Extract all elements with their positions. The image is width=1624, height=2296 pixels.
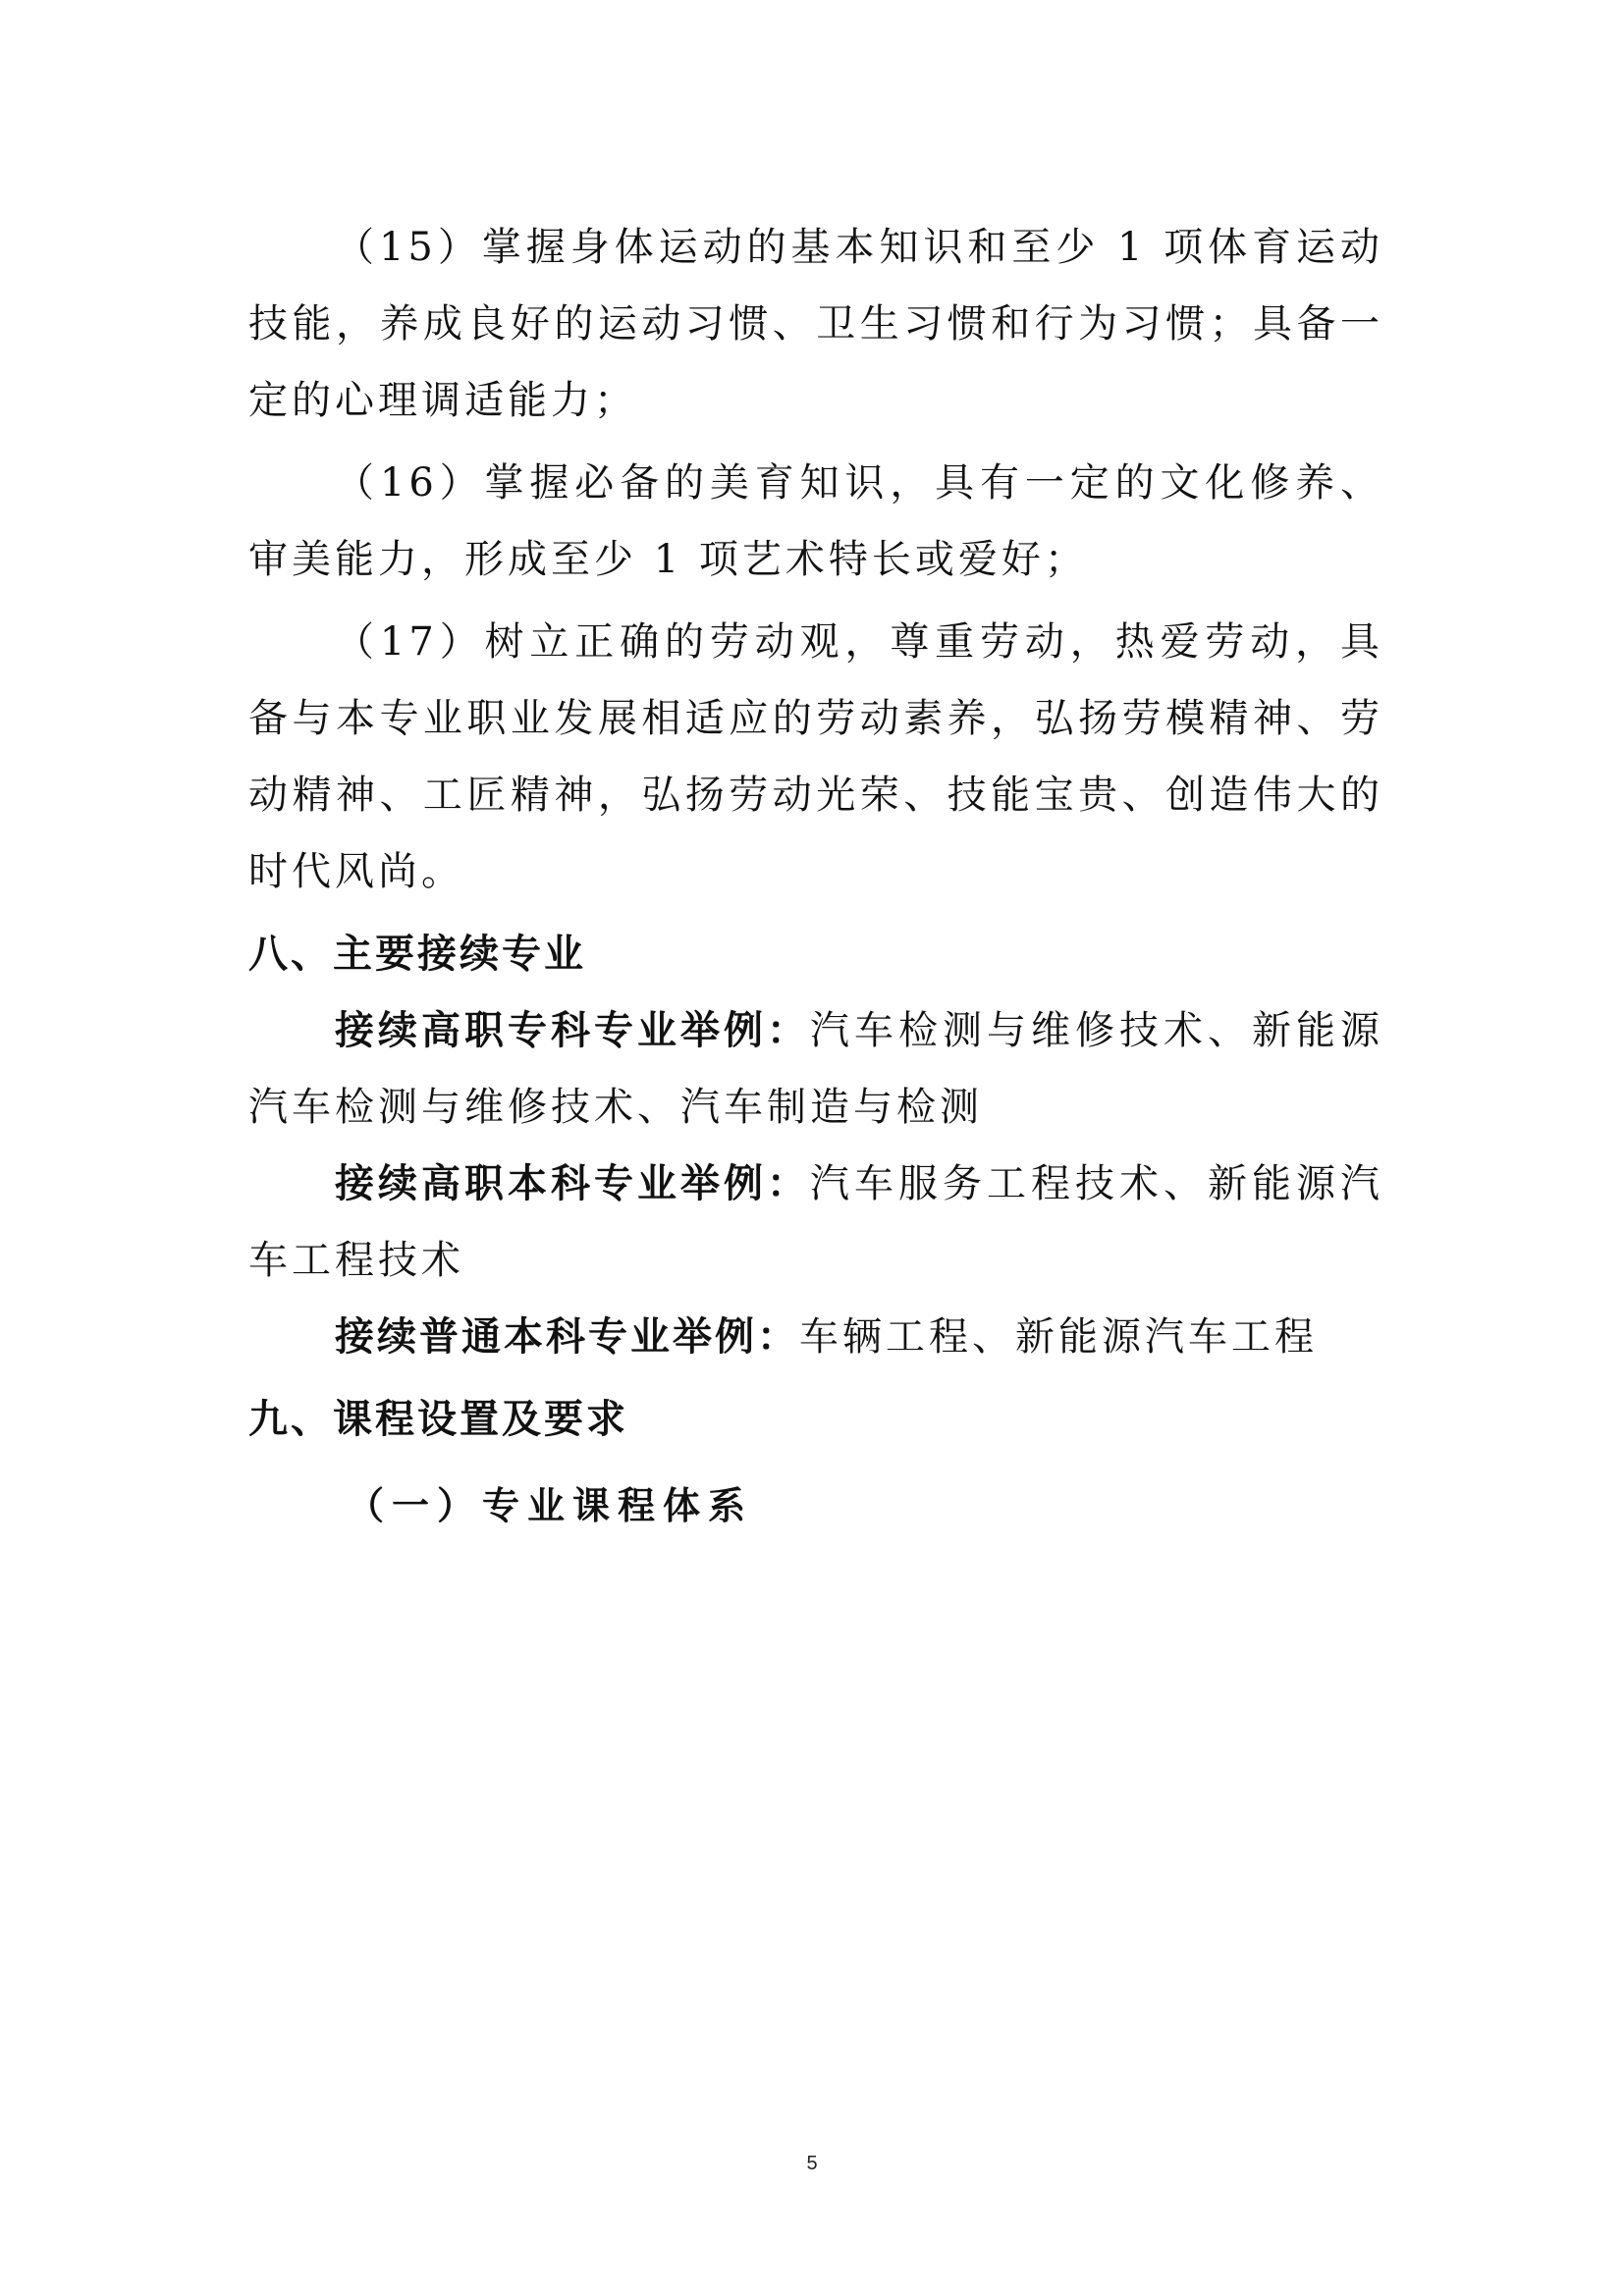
- paragraph-17: （17）树立正确的劳动观，尊重劳动，热爱劳动，具备与本专业职业发展相适应的劳动素养，弘扬劳模精神、劳动精神、工匠精神，弘扬劳动光荣、技能宝贵、创造伟大的时代风尚。: [248, 619, 1383, 894]
- continuation-item-label: 接续普通本科专业举例：: [335, 1314, 799, 1360]
- continuation-item-general-bachelor: [248, 1299, 1383, 1375]
- page-number: 5: [806, 2153, 818, 2174]
- paragraph-16: （16）掌握必备的美育知识，具有一定的文化修养、审美能力，形成至少 1 项艺术特长或爱好；: [248, 460, 1383, 582]
- continuation-item-vocational-bachelor: [248, 1146, 1383, 1299]
- paragraph-15: （15）掌握身体运动的基本知识和至少 1 项体育运动技能，养成良好的运动习惯、卫生习惯和行为习惯；具备一定的心理调适能力；: [248, 225, 1383, 423]
- continuation-item-text: 车辆工程、新能源汽车工程: [799, 1314, 1318, 1360]
- continuation-item-label: 接续高职专科专业举例：: [335, 1008, 810, 1053]
- section-9-heading: 九、课程设置及要求: [248, 1397, 628, 1442]
- section-9-subheading: （一）专业课程体系: [347, 1484, 754, 1527]
- continuation-item-vocational-college: [248, 992, 1383, 1146]
- continuation-item-text: 汽车服务工程技术、新能源汽车工程技术: [248, 1161, 1383, 1283]
- section-8-heading: 八、主要接续专业: [248, 932, 586, 977]
- page-content: [248, 209, 1383, 1544]
- continuation-item-label: 接续高职本科专业举例：: [335, 1161, 810, 1206]
- continuation-item-text: 汽车检测与维修技术、新能源汽车检测与维修技术、汽车制造与检测: [248, 1008, 1383, 1130]
